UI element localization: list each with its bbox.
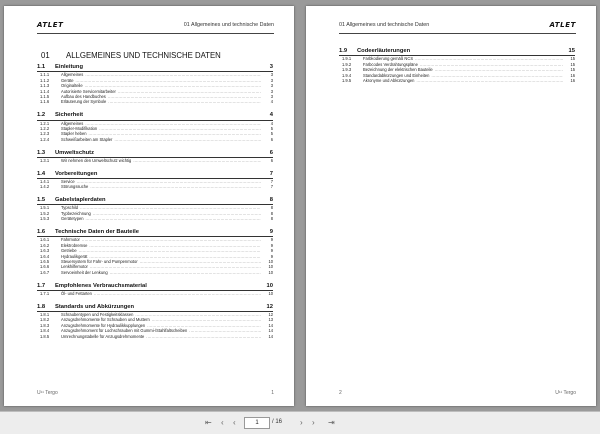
first-page-icon[interactable]: ⇤ xyxy=(205,418,212,427)
toc-entry-title: Servoeinheit der Lenkung ..... xyxy=(61,270,261,275)
toc-entry-page: 15 xyxy=(570,61,575,67)
toc-entry-title: Erläuterung der Symbole ..... xyxy=(61,99,261,104)
toc-entry-title: Gerätetypen ..... xyxy=(61,216,261,221)
toc-entry-page: 5 xyxy=(270,125,273,131)
toc-section xyxy=(37,229,273,275)
toc-section-page: 6 xyxy=(269,149,273,156)
toc-entry-page: 6 xyxy=(270,157,273,163)
toc-section xyxy=(339,48,575,83)
toc-entry[interactable] xyxy=(339,78,575,83)
toc-entry-title: Stapler-Modifikation ..... xyxy=(61,126,261,131)
toc-entry-page: 14 xyxy=(268,333,273,339)
toc-entry-num: 1.9.1 xyxy=(342,56,352,62)
toc-entry-page: 9 xyxy=(270,248,273,254)
toc-entry-num: 1.1.1 xyxy=(40,72,50,78)
table-of-contents xyxy=(37,64,273,346)
table-of-contents xyxy=(339,48,575,91)
toc-section xyxy=(37,171,273,190)
toc-entry-num: 1.5.2 xyxy=(40,210,50,216)
toc-section-num: 1.9 xyxy=(339,48,348,54)
toc-entry-title: Aufbau des Handbuches ..... xyxy=(61,94,261,99)
toc-section-title: Einleitung xyxy=(55,64,84,70)
toc-section xyxy=(37,64,273,105)
toc-entry-page: 16 xyxy=(570,72,575,78)
toc-entry-page: 8 xyxy=(270,210,273,216)
toc-section-page: 9 xyxy=(269,228,273,235)
toc-section-title: Sicherheit xyxy=(55,112,84,119)
toc-entry-num: 1.6.5 xyxy=(40,259,50,265)
toc-section-heading[interactable] xyxy=(339,48,575,56)
toc-entry-page: 12 xyxy=(268,311,273,317)
toc-entry-page: 3 xyxy=(270,83,273,89)
toc-section-title: Gabelstaplerdaten xyxy=(55,197,106,204)
page-number-input[interactable]: 1 xyxy=(244,417,270,429)
toc-entry-title: Farbcodes Verdrahtungspläne ..... xyxy=(363,62,563,67)
toc-entry-page: 10 xyxy=(268,259,273,265)
toc-entry[interactable] xyxy=(37,137,273,142)
toc-entry-title: Allgemeines ..... xyxy=(61,72,261,77)
toc-entry-num: 1.6.3 xyxy=(40,248,50,254)
pdf-toolbar xyxy=(0,411,600,434)
toc-entry-page: 3 xyxy=(270,72,273,78)
last-page-icon[interactable]: ⇥ xyxy=(328,418,335,427)
toc-entry-page: 14 xyxy=(268,322,273,328)
toc-section-heading[interactable] xyxy=(37,229,273,237)
toc-entry-page: 6 xyxy=(270,136,273,142)
toc-entry-title: Originalteile ..... xyxy=(61,83,261,88)
toc-entry-num: 1.4.2 xyxy=(40,184,50,190)
page-total: / 16 xyxy=(272,419,283,425)
toc-entry-num: 1.8.5 xyxy=(40,333,50,339)
toc-entry-title: Akronyme und Abkürzungen ..... xyxy=(363,78,563,83)
toc-entry-title: Störungssuche ..... xyxy=(61,184,261,189)
toc-entry-title: Getriebe ..... xyxy=(61,248,261,253)
toc-entry-num: 1.1.3 xyxy=(40,83,50,89)
toc-entry-num: 1.2.4 xyxy=(40,136,50,142)
toc-section-num: 1.1 xyxy=(37,64,46,70)
toc-section-title: Codeerläuterungen xyxy=(357,48,411,54)
toc-entry-num: 1.8.1 xyxy=(40,311,50,317)
toc-entry-num: 1.6.2 xyxy=(40,242,50,248)
toc-section-title: Vorbereitungen xyxy=(55,170,98,177)
toc-entry-num: 1.4.1 xyxy=(40,178,50,184)
previous-icon[interactable]: ‹ xyxy=(233,418,236,427)
toc-entry-num: 1.8.4 xyxy=(40,328,50,334)
toc-section-num: 1.2 xyxy=(37,112,46,119)
page-header xyxy=(339,21,576,34)
toc-entry-title: Elektrobremse ..... xyxy=(61,243,261,248)
toc-section-heading[interactable] xyxy=(37,283,273,291)
chapter-number: 01 xyxy=(41,51,50,60)
toc-section-page: 15 xyxy=(568,48,575,54)
toc-entry-page: 15 xyxy=(570,56,575,62)
toc-entry-num: 1.2.3 xyxy=(40,131,50,137)
toc-entry-page: 9 xyxy=(270,242,273,248)
chapter-title xyxy=(41,51,221,60)
toc-entry-title: Typschild ..... xyxy=(61,205,261,210)
toc-section-num: 1.7 xyxy=(37,282,46,289)
toc-section-heading[interactable] xyxy=(37,304,273,312)
document-page-right xyxy=(306,6,596,406)
toc-entry-page: 9 xyxy=(270,237,273,243)
toc-section xyxy=(37,150,273,164)
toc-entry-page: 14 xyxy=(268,328,273,334)
toc-entry-page: 16 xyxy=(570,78,575,84)
toc-entry-page: 10 xyxy=(268,290,273,296)
toc-entry-num: 1.1.5 xyxy=(40,94,50,100)
toc-entry-title: Service ..... xyxy=(61,179,261,184)
toc-entry-num: 1.1.4 xyxy=(40,88,50,94)
toc-entry-num: 1.8.3 xyxy=(40,322,50,328)
toc-entry[interactable] xyxy=(37,216,273,221)
toc-entry-title: Schweißarbeiten am Stapler ..... xyxy=(61,137,261,142)
toc-section xyxy=(37,304,273,339)
toc-entry-title: Anzugsdrehmomente für Hydraulikkupplungen ..... xyxy=(61,323,261,328)
toc-section xyxy=(37,112,273,142)
toc-entry-page: 10 xyxy=(268,264,273,270)
toc-section-num: 1.4 xyxy=(37,170,46,177)
next-icon[interactable]: › xyxy=(312,418,315,427)
toc-entry-page: 8 xyxy=(270,205,273,211)
toc-section-num: 1.3 xyxy=(37,149,46,156)
chapter-title-text: ALLGEMEINES UND TECHNISCHE DATEN xyxy=(66,51,221,60)
toc-section-page: 10 xyxy=(266,282,273,289)
toc-entry-title: Standardabkürzungen und Einheiten ..... xyxy=(363,73,563,78)
toc-section-heading[interactable] xyxy=(37,150,273,158)
toc-section xyxy=(37,283,273,297)
toc-entry-title: Anzugsdrehmomente für Schrauben und Muttern ..... xyxy=(61,317,261,322)
toc-section-heading[interactable] xyxy=(37,171,273,179)
toc-entry-num: 1.9.3 xyxy=(342,67,352,73)
toc-entry-title: Farbkodierung gemäß NCS ..... xyxy=(363,56,563,61)
toc-entry-num: 1.2.1 xyxy=(40,120,50,126)
toc-section-num: 1.8 xyxy=(37,303,46,310)
toc-entry-num: 1.6.7 xyxy=(40,269,50,275)
toc-section-page: 7 xyxy=(269,170,273,177)
brand-logo: ATLET xyxy=(37,21,64,29)
toc-section-page: 3 xyxy=(269,64,273,70)
toc-section-title: Empfohlenes Verbrauchsmaterial xyxy=(55,282,147,289)
toc-entry[interactable] xyxy=(37,334,273,339)
toc-entry-title: Stapler heben ..... xyxy=(61,131,261,136)
toc-entry-title: Hydraulikgerät ..... xyxy=(61,254,261,259)
toc-entry-page: 7 xyxy=(270,178,273,184)
toc-entry-num: 1.9.5 xyxy=(342,78,352,84)
footer-brand: U¹¹ Tergo xyxy=(37,390,58,396)
toc-entry-page: 3 xyxy=(270,88,273,94)
toc-entry-num: 1.9.4 xyxy=(342,72,352,78)
toc-entry-num: 1.5.1 xyxy=(40,205,50,211)
toc-entry-page: 10 xyxy=(268,269,273,275)
toc-entry-title: Fahrmotor ..... xyxy=(61,237,261,242)
toc-entry-title: Wir nehmen den Umweltschutz wichtig ..... xyxy=(61,158,261,163)
toc-section-page: 8 xyxy=(269,197,273,204)
toc-entry-page: 13 xyxy=(268,317,273,323)
toc-entry-num: 1.7.1 xyxy=(40,290,50,296)
toc-section-heading[interactable] xyxy=(37,112,273,120)
toc-entry-num: 1.2.2 xyxy=(40,125,50,131)
toc-entry-title: Steuersystem für Fahr- und Pumpenmotor ..... xyxy=(61,259,261,264)
toc-section-title: Umweltschutz xyxy=(55,149,94,156)
toc-section-num: 1.5 xyxy=(37,197,46,204)
toc-entry-page: 3 xyxy=(270,77,273,83)
brand-logo: ATLET xyxy=(549,21,576,29)
toc-section xyxy=(37,197,273,222)
toc-section-title: Technische Daten der Bauteile xyxy=(55,228,139,235)
toc-entry-num: 1.6.4 xyxy=(40,253,50,259)
toc-entry-page: 4 xyxy=(270,120,273,126)
footer-page-number: 2 xyxy=(339,390,342,396)
toc-section-heading[interactable] xyxy=(37,64,273,72)
toc-entry-page: 15 xyxy=(570,67,575,73)
toc-entry[interactable] xyxy=(37,270,273,275)
toc-entry-title: Schraubentypen und Festigkeitsklassen ..... xyxy=(61,312,261,317)
toc-entry-num: 1.1.2 xyxy=(40,77,50,83)
toc-entry-title: Geräte ..... xyxy=(61,78,261,83)
toc-entry-page: 8 xyxy=(270,216,273,222)
toc-section-num: 1.6 xyxy=(37,228,46,235)
toc-entry-num: 1.3.1 xyxy=(40,157,50,163)
toc-entry-num: 1.9.2 xyxy=(342,61,352,67)
toc-entry[interactable] xyxy=(37,291,273,296)
toc-section-page: 12 xyxy=(266,303,273,310)
toc-entry[interactable] xyxy=(37,158,273,163)
toc-entry-page: 5 xyxy=(270,131,273,137)
toc-entry-num: 1.1.6 xyxy=(40,99,50,105)
chapter-label: 01 Allgemeines und technische Daten xyxy=(339,22,430,28)
toc-entry-page: 7 xyxy=(270,184,273,190)
toc-entry-page: 4 xyxy=(270,99,273,105)
toc-entry-title: Umrechnungstabelle für Anzugsdrehmomente ..... xyxy=(61,334,261,339)
document-page-left xyxy=(4,6,294,406)
page-header xyxy=(37,21,274,34)
toc-section-title: Standards und Abkürzungen xyxy=(55,303,135,310)
toc-entry[interactable] xyxy=(37,99,273,104)
toc-section-page: 4 xyxy=(269,112,273,119)
toc-entry-num: 1.6.6 xyxy=(40,264,50,270)
toc-entry-num: 1.6.1 xyxy=(40,237,50,243)
toc-entry-num: 1.8.2 xyxy=(40,317,50,323)
toc-entry-title: Allgemeines ..... xyxy=(61,121,261,126)
toc-entry-title: Lenkhilfemotor ..... xyxy=(61,264,261,269)
toc-entry-title: Anzugsdrehmoment für Lochschrauben mit Gummi-/Stahlfaltscheiben ..... xyxy=(61,328,261,333)
toc-entry-page: 9 xyxy=(270,253,273,259)
toc-entry-title: Bezeichnung der elektrischen Bauteile ..... xyxy=(363,67,563,72)
toc-entry-page: 3 xyxy=(270,94,273,100)
chapter-label: 01 Allgemeines und technische Daten xyxy=(183,22,274,28)
toc-entry-title: Autorisierte Servicemitarbeiter ..... xyxy=(61,89,261,94)
toc-entry[interactable] xyxy=(37,184,273,189)
toc-entry-num: 1.5.3 xyxy=(40,216,50,222)
toc-entry-title: Öl- und Fettarten ..... xyxy=(61,291,261,296)
footer-brand: U¹¹ Tergo xyxy=(555,390,576,396)
next-page-icon[interactable]: › xyxy=(300,418,303,427)
toc-entry-title: Typbezeichnung ..... xyxy=(61,211,261,216)
toc-section-heading[interactable] xyxy=(37,197,273,205)
footer-page-number: 1 xyxy=(271,390,274,396)
previous-page-icon[interactable]: ‹ xyxy=(221,418,224,427)
